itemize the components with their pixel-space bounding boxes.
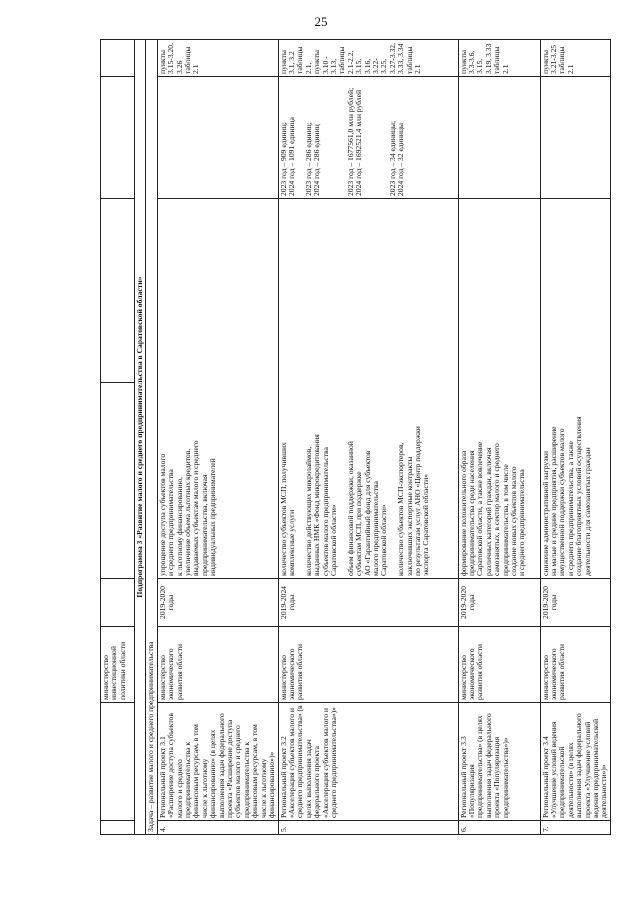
cell-value: 2023 год – 909 единиц; 2024 год – 1091 единица 2023 год – 286 единиц; 2024 год – 286 единиц 2023 год – 1677561,0 млн рублей; 2024 год – 1692521,4 млн рублей 2023 год – 34 единицы; 2024 год – 32 единицы [278, 77, 458, 199]
cell-indicator: количество субъектов МСП, получивших комплексные услуги количество действующих микрозаймов, выданных НМК «Фонд микрокредитования субъектов малого предпринимательства Саратовской области» объем финансовой поддержки, оказанной субъектам МСП, при поддержке АО «Гарантийный фонд для субъектов малого предпринимательства Саратовской области» количество субъектов МСП-экспортеров, заключивших экспортные контракты по результатам услуг АНО «Центр поддержки экспорта Саратовской области» [278, 199, 458, 579]
cell-empty [101, 199, 135, 383]
program-table [100, 39, 611, 835]
cell-period: 2019-2020 годы [157, 579, 278, 627]
cell-period: 2019-2024 годы [278, 579, 458, 627]
cell-refs: пункты 3.15-3.20, 3.26 таблицы 2.1 [157, 40, 278, 77]
table-row [540, 40, 610, 835]
cell-result: упрощение доступа субъектов малого и среднего предпринимательства к льготному финансированию, увеличение объема льготных кредитов, выдаваемых субъектам малого и среднего предпринимательства, включая индивидуальных предпринимателей [157, 199, 278, 579]
cell-result: формирование положительного образа предпринимательства среди населения Саратовской области, а также вовлечение различных категорий граждан, включая самозанятых, в сектор малого и среднего предпринимательства, в том числе создание новых субъектов малого и среднего предпринимательства [458, 199, 540, 579]
cell-executor: министерство экономического развития области [458, 627, 540, 703]
cell-empty [101, 579, 135, 627]
table-row [458, 40, 540, 835]
cell-executor: министерство экономического развития области [157, 627, 278, 703]
table-row [101, 40, 135, 835]
landscape-content [100, 40, 609, 835]
cell-project: Региональный проект 3.4 «Улучшение условий ведения предпринимательской деятельности» (в целях выполнения задач федерального проекта «Улучшение условий ведения предпринимательской деятельности»)» [540, 703, 610, 821]
cell-executor: министерство инвестиционной политики области [101, 627, 135, 703]
cell-project: Региональный проект 3.1 «Расширение доступа субъектов малого и среднего предпринимательства к финансовым ресурсам, в том числе к льготному финансированию» (в целях выполнения задач федерального проекта «Расширение доступа субъектов малого и среднего предпринимательства к финансовым ресурсам, в том числе к льготному финансированию»)» [157, 703, 278, 821]
table-row [278, 40, 458, 835]
subprogram-row [135, 40, 146, 835]
cell-num: 4. [157, 821, 278, 835]
cell-empty [101, 383, 135, 579]
cell-empty [101, 77, 135, 199]
cell-refs: пункты 3.21-3.25 таблицы 2.1 [540, 40, 610, 77]
cell-num: 5. [278, 821, 458, 835]
cell-value [540, 77, 610, 199]
cell-empty [101, 703, 135, 821]
cell-executor: министерство экономического развития области [540, 627, 610, 703]
cell-empty [101, 40, 135, 77]
cell-num: 7. [540, 821, 610, 835]
cell-refs: пункты 3.3-3.6, 3.15, 3.19, 3.33 таблицы 2.1 [458, 40, 540, 77]
subprogram-title: Подпрограмма 3 «Развитие малого и среднего предпринимательства в Саратовской области» [135, 40, 146, 835]
cell-executor: министерство экономического развития области [278, 627, 458, 703]
cell-value [458, 77, 540, 199]
cell-num: 6. [458, 821, 540, 835]
task-row [146, 40, 157, 835]
cell-empty [101, 821, 135, 835]
cell-project: Региональный проект 3.2 «Акселерация субъектов малого и среднего предпринимательства» (в целях выполнения задач федерального проекта «Акселерация субъектов малого и среднего предпринимательства»)» [278, 703, 458, 821]
cell-refs: пункты 3.1, 3.2 таблицы 2.1, пункты 3.10 - 3.13, таблицы 2.1-2.2, 3.15, 3.16, 3.22- 3.25, 3.27-3.32, 3.33, 3.34 таблицы 2.1 [278, 40, 458, 77]
table-row [157, 40, 278, 835]
rotated-table-area [100, 40, 609, 835]
task-title: Задача – развитие малого и среднего предпринимательства [146, 40, 157, 835]
cell-value [157, 77, 278, 199]
cell-project: Региональный проект 3.3 «Популяризация предпринимательства» (в целях выполнения задач федерального проекта «Популяризация предпринимательства»)» [458, 703, 540, 821]
page-number: 25 [314, 14, 328, 29]
cell-period: 2019-2020 годы [458, 579, 540, 627]
cell-result: снижение административной нагрузки на малые и средние предприятия, расширение имущественной поддержки субъектов малого и среднего предпринимательства, а также создание благоприятных условий осуществления деятельности для самозанятых граждан [540, 199, 610, 579]
cell-period: 2019-2020 годы [540, 579, 610, 627]
